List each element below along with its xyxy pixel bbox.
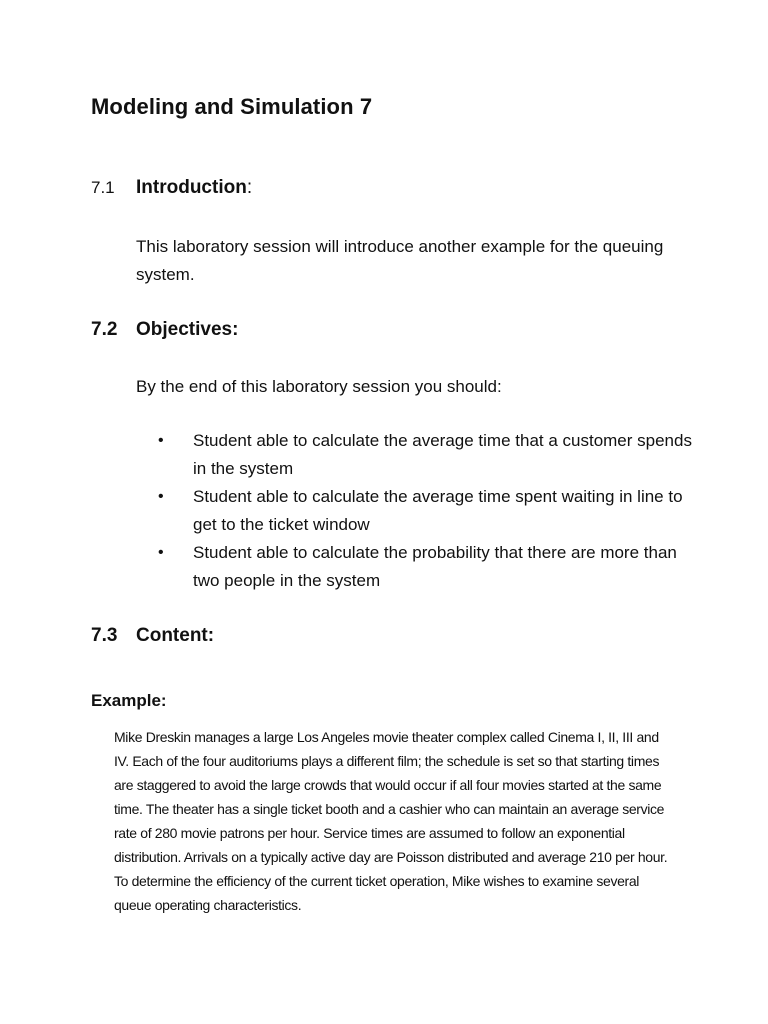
list-item-text: Student able to calculate the average time that a customer spends in the system (193, 431, 692, 478)
list-item (136, 427, 696, 483)
bullet-icon: • (158, 488, 164, 505)
list-item-text: Student able to calculate the average time spent waiting in line to get to the ticket window (193, 487, 683, 534)
section-number: 7.1 (91, 178, 115, 197)
introduction-paragraph: This laboratory session will introduce another example for the queuing system. (136, 237, 664, 284)
section-heading-objectives (91, 319, 238, 341)
example-paragraph: Mike Dreskin manages a large Los Angeles movie theater complex called Cinema I, II, III and IV. Each of the four auditoriums plays a different film; the schedule is set so that starting times are staggered to avoid the large crowds that would occur if all four movies started at the same time. The theater has a single ticket booth and a cashier who can maintain an average service rate of 280 movie patrons per hour. Service times are assumed to follow an exponential distribution. Arrivals on a typically active day are Poisson distributed and average 210 per hour. To determine the efficiency of the current ticket operation, Mike wishes to examine several queue operating characteristics. (114, 729, 668, 913)
bullet-icon: • (158, 432, 164, 449)
list-item-text: Student able to calculate the probability that there are more than two people in the system (193, 543, 677, 590)
section-label-colon: : (246, 177, 253, 198)
section-number: 7.2 (91, 319, 118, 340)
objectives-lead-paragraph: By the end of this laboratory session you should: (136, 377, 502, 396)
section-label: Content: (136, 625, 215, 646)
list-item (136, 539, 696, 595)
bullet-icon: • (158, 544, 164, 561)
example-heading: Example: (91, 691, 167, 710)
objectives-list (136, 427, 696, 595)
document-title: Modeling and Simulation 7 (91, 94, 373, 119)
section-label: Objectives: (136, 319, 239, 340)
section-heading-content (91, 625, 214, 647)
list-item (136, 483, 696, 539)
section-heading-introduction (91, 177, 252, 199)
section-number: 7.3 (91, 625, 118, 646)
section-label: Introduction (136, 177, 247, 198)
